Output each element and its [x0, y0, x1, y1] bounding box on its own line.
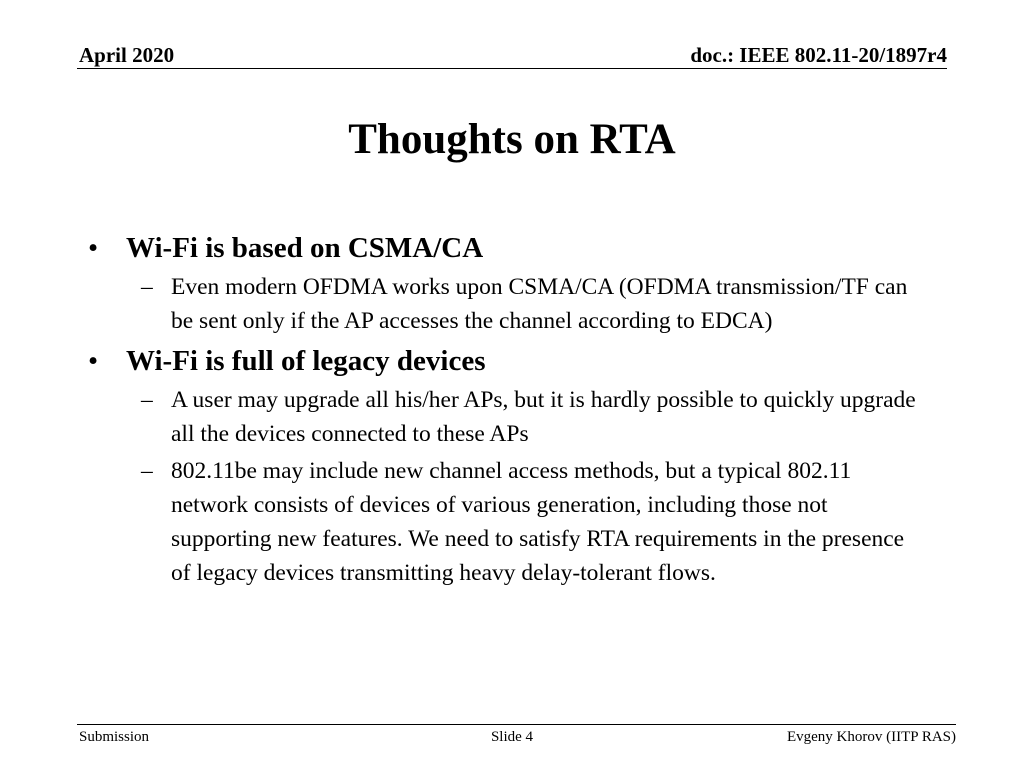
sub-bullet-marker: –	[141, 458, 153, 484]
bullet-marker: •	[88, 345, 99, 377]
footer-author: Evgeny Khorov (IITP RAS)	[786, 729, 956, 745]
footer-divider	[77, 724, 956, 725]
footer-slide-number: Slide 4	[490, 729, 534, 745]
slide-title: Thoughts on RTA	[348, 116, 676, 163]
header-divider	[77, 68, 947, 69]
sub-bullet-marker: –	[141, 387, 153, 413]
sub-bullet-item	[88, 454, 918, 590]
header-doc-id: doc.: IEEE 802.11-20/1897r4	[690, 43, 947, 67]
bullet-marker: •	[88, 232, 99, 264]
slide-content	[88, 228, 918, 593]
sub-bullet-text: 802.11be may include new channel access methods, but a typical 802.11 network consists of devices of various generation, including those not supporting new features. We need to satisfy RTA requirements in the presence of legacy devices transmitting heavy delay-tolerant flows.	[171, 458, 905, 586]
header-date: April 2020	[79, 43, 175, 67]
sub-bullet-text: A user may upgrade all his/her APs, but it is hardly possible to quickly upgrade all the devices connected to these APs	[171, 387, 916, 447]
bullet-text: Wi-Fi is based on CSMA/CA	[126, 232, 484, 264]
bullet-item	[88, 228, 918, 268]
footer-submission: Submission	[79, 729, 150, 745]
sub-bullet-marker: –	[141, 274, 153, 300]
bullet-item	[88, 341, 918, 381]
sub-bullet-item	[88, 383, 918, 451]
bullet-text: Wi-Fi is full of legacy devices	[126, 345, 486, 377]
sub-bullet-text: Even modern OFDMA works upon CSMA/CA (OFDMA transmission/TF can be sent only if the AP accesses the channel according to EDCA)	[171, 274, 908, 334]
sub-bullet-item	[88, 270, 918, 338]
